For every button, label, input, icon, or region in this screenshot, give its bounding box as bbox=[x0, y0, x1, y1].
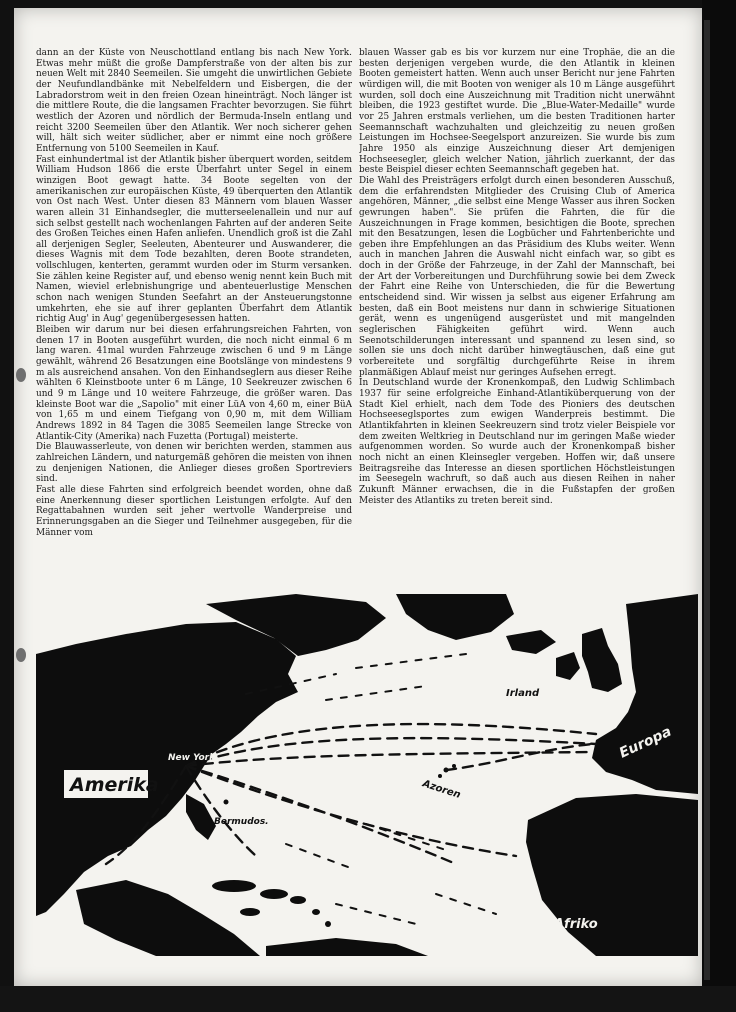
map-label-azoren: Azoren bbox=[421, 778, 462, 801]
map-label-afrika: Afriko bbox=[554, 917, 598, 932]
scan-edge-bottom bbox=[0, 986, 736, 1012]
paragraph: Die Wahl des Preisträgers erfolgt durch einen besonderen Ausschuß, dem die erfahrendsten Mitglieder des Cruising Club of America angehören, Männer, „die selbst eine Menge Wasser aus ihren Socken gewrungen haben". Sie prüfen die Fahrten, die für die Auszeichnungen in Frage kommen, besichtigen die Boote, sprechen mit den Besatzungen, lesen die Logbücher und Fahrtenberichte und geben ihre Empfehlungen an das Präsidium des Klubs weiter. Wenn auch in manchen Jahren die Auswahl nicht einfach war, so gibt es doch in der Größe der Fahrzeuge, in der Zahl der Mannschaft, bei der Art der Vorbereitungen und Durchführung sowie bei dem Zweck der Fahrt eine Reihe von Unterschieden, die für die Bewertung entscheidend sind. Wir wissen ja selbst aus eigener Erfahrung am besten, daß ein Boot meistens nur dann in schwierige Situationen gerät, wenn es ungenügend ausgerüstet und mit mangelnden seglerischen Fähigkeiten geführt wird. Wenn auch Seenotschilderungen interessant und spannend zu lesen sind, so sollen sie uns doch nicht darüber hinwegtäuschen, daß eine gut vorbereitete und sorgfältig durchgeführte Reise in ihrem planmäßigen Ablauf meist nur geringes Aufsehen erregt. bbox=[359, 175, 675, 378]
magazine-page bbox=[14, 8, 702, 986]
paragraph: In Deutschland wurde der Kronenkompaß, den Ludwig Schlimbach 1937 für seine erfolgreiche Einhand-Atlantiküberquerung von der Stadt Kiel erhielt, nach dem Tode des Pioniers des deutschen Hochseeseglsportes zum ewigen Wanderpreis bestimmt. Die Atlantikfahrten in kleinen Seekreuzern sind trotz vieler Beispiele vor dem zweiten Weltkrieg in Deutschland nur im geringen Maße wieder aufgenommen worden. So wurde auch der Kronenkompaß bisher noch nicht an einen Kleinsegler vergeben. Hoffen wir, daß unsere Beitragsreihe das Interesse an diesen sportlichen Höchstleistungen im Seesegeln wachruft, so daß auch aus diesen Reihen in naher Zukunft Männer erwachsen, die in die Fußstapfen der großen Meister des Atlantiks zu treten bereit sind. bbox=[359, 378, 675, 506]
paragraph: blauen Wasser gab es bis vor kurzem nur eine Trophäe, die an die besten derjenigen vergeben wurde, die den Atlantik in kleinen Booten gemeistert hatten. Wenn auch unser Bericht nur jene Fahrten würdigen will, die mit Booten von weniger als 10 m Länge ausgeführt wurden, soll doch eine Auszeichnung mit Tradition nicht unerwähnt bleiben, die 1923 gestiftet wurde. Die „Blue-Water-Medaille" wurde vor 25 Jahren erstmals verliehen, um die besten Traditionen harter Seemannschaft wachzuhalten und gleichzeitig zu neuen großen Leistungen im Hochsee-Seegelsport anzureizen. Sie wurde bis zum Jahre 1950 als einzige Auszeichnung dieser Art demjenigen Hochseesegler, gleich welcher Nation, jährlich zuerkannt, der das beste Beispiel dieser echten Seemannschaft gegeben hat. bbox=[359, 48, 675, 176]
paragraph: Fast einhundertmal ist der Atlantik bisher überquert worden, seitdem William Hudson 1866 die erste Überfahrt unter Segel in einem winzigen Boot gewagt hatte. 34 Boote segelten von der amerikanischen zur europäischen Küste, 49 überquerten den Atlantik von Ost nach West. Unter diesen 83 Männern vom blauen Wasser waren allein 31 Einhandsegler, die mutterseelenallein und nur auf sich selbst gestellt nach wochenlangen Fahrten auf der anderen Seite des Großen Teiches einen Hafen anliefen. Unendlich groß ist die Zahl all derjenigen Segler, Seeleuten, Abenteurer und Auswanderer, die dieses Wagnis mit dem Tode bezahlten, deren Boote strandeten, vollschlugen, kenterten, gerammt wurden oder im Sturm versanken. Sie zählen keine Register auf, und ebenso wenig nennt kein Buch mit Namen, wieviel erlebnishungrige und abenteuerlustige Menschen schon nach wenigen Stunden Seefahrt an der Ansteuerungstonne umkehrten, ehe sie auf ihrer geplanten Überfahrt dem Atlantik richtig Aug' in Aug' gegenübergesessen hatten. bbox=[36, 154, 352, 325]
text-column-right bbox=[359, 48, 675, 604]
scan-edge-right bbox=[702, 0, 736, 1012]
map-label-irland: Irland bbox=[506, 688, 540, 699]
landmass-great-britain bbox=[582, 628, 622, 692]
map-label-bermudas: Bermudos. bbox=[214, 817, 269, 827]
atlantic-route-map bbox=[36, 594, 698, 956]
landmass-iceland bbox=[506, 630, 556, 654]
svg-text:Amerika: Amerika bbox=[70, 774, 159, 796]
landmass-europe bbox=[592, 594, 698, 794]
caribbean-islands bbox=[212, 880, 331, 927]
paragraph: Bleiben wir darum nur bei diesen erfahrungsreichen Fahrten, von denen 17 in Booten ausgeführt wurden, die noch nicht einmal 6 m lang waren. 41mal wurden Fahrzeuge zwischen 6 und 9 m Länge gewählt, während 26 Besatzungen eine Bootslänge von mindestens 9 m als ausreichend ansahen. Von den Einhandseglern aus dieser Reihe wählten 6 Kleinstboote unter 6 m Länge, 10 Seekreuzer zwischen 6 und 9 m Länge und 10 weitere Fahrzeuge, die größer waren. Das kleinste Boot war die „Sapolio" mit einer LüA von 4,60 m, einer BüA von 1,65 m und einem Tiefgang von 0,90 m, mit dem William Andrews 1892 in 84 Tagen die 3085 Seemeilen lange Strecke von Atlantik-City (Amerika) nach Fuzetta (Portugal) meisterte. bbox=[36, 325, 352, 442]
landmass-africa bbox=[526, 794, 698, 956]
map-label-europa: Europa bbox=[616, 723, 675, 762]
bermuda-island bbox=[224, 800, 229, 805]
landmass-greenland bbox=[396, 594, 514, 640]
landmass-south-america bbox=[266, 938, 428, 956]
map-label-amerika bbox=[64, 770, 159, 798]
text-column-left bbox=[36, 48, 352, 628]
punch-hole bbox=[16, 368, 26, 382]
punch-hole bbox=[16, 648, 26, 662]
paragraph: Die Blauwasserleute, von denen wir berichten werden, stammen aus zahlreichen Ländern, und naturgemäß gehören die meisten von ihnen zu denjenigen Nationen, die Anlieger dieses großen Sportreviers sind. bbox=[36, 442, 352, 485]
paragraph: Fast alle diese Fahrten sind erfolgreich beendet worden, ohne daß eine Anerkennung dieser sportlichen Leistungen erfolgte. Auf den Regattabahnen wurden seit jeher wertvolle Wanderpreise und Erinnerungsgaben an die Sieger und Teilnehmer ausgegeben, für die Männer vom bbox=[36, 484, 352, 538]
landmass-ireland bbox=[556, 652, 580, 680]
landmass-north-america bbox=[36, 622, 298, 916]
map-label-new-york: New York bbox=[168, 753, 216, 763]
landmass-florida bbox=[186, 794, 216, 840]
paragraph: dann an der Küste von Neuschottland entlang bis nach New York. Etwas mehr müßt die große Dampferstraße von der alten bis zur neuen Welt mit 2840 Seemeilen. Sie umgeht die unwirtlichen Gebiete der Neufundlandbänke mit Nebelfeldern und Eisbergen, die der Labradorstrom weit in den freien Ozean hineinträgt. Noch länger ist die mittlere Route, die die langsamen Frachter bevorzugen. Sie führt westlich der Azoren und nördlich der Bermuda-Inseln entlang und reicht 3200 Seemeilen über den Atlantik. Wer noch sicherer gehen will, hält sich weiter südlicher, aber er nimmt eine noch größere Entfernung von 5100 Seemeilen in Kauf. bbox=[36, 48, 352, 154]
